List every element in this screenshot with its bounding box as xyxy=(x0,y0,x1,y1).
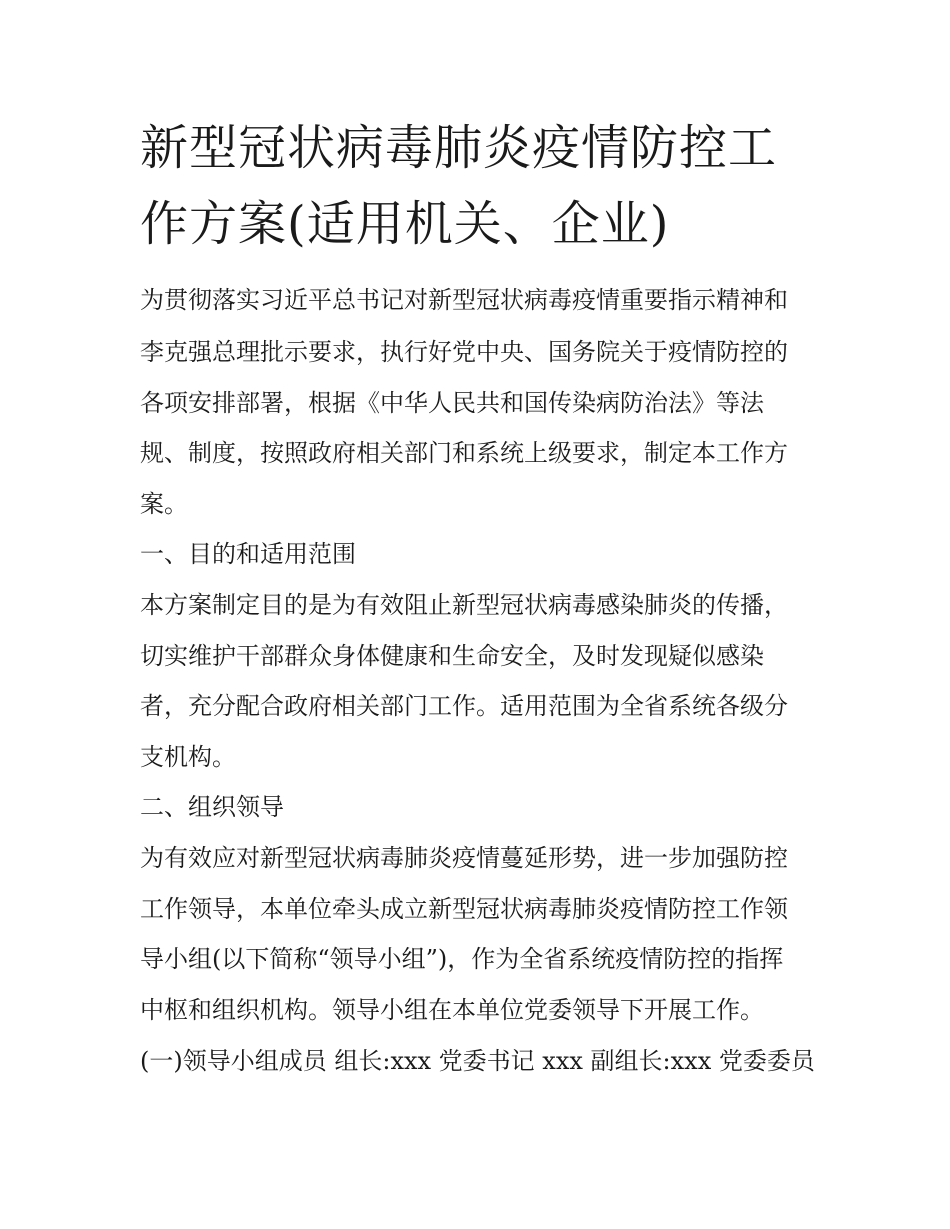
section-1-line-1: 本方案制定目的是为有效阻止新型冠状病毒感染肺炎的传播， xyxy=(140,591,788,619)
section-1-heading: 一、目的和适用范围 xyxy=(140,540,356,568)
intro-line-3: 各项安排部署，根据《中华人民共和国传染病防治法》等法 xyxy=(140,389,764,417)
section-2-line-2: 工作领导，本单位牵头成立新型冠状病毒肺炎疫情防控工作领 xyxy=(140,895,788,923)
document-title-line-1: 新型冠状病毒肺炎疫情防控工 xyxy=(140,120,778,176)
section-2-line-1: 为有效应对新型冠状病毒肺炎疫情蔓延形势，进一步加强防控 xyxy=(140,844,788,872)
intro-line-1: 为贯彻落实习近平总书记对新型冠状病毒疫情重要指示精神和 xyxy=(140,286,788,314)
section-2-heading: 二、组织领导 xyxy=(140,793,284,821)
document-title-line-2: 作方案(适用机关、企业) xyxy=(140,196,670,252)
section-2-line-3: 导小组(以下简称“领导小组”)，作为全省系统疫情防控的指挥 xyxy=(140,945,784,973)
subsection-1-line: (一)领导小组成员 组长:xxx 党委书记 xxx 副组长:xxx 党委委员 xyxy=(140,1047,815,1075)
section-1-line-2: 切实维护干部群众身体健康和生命安全，及时发现疑似感染 xyxy=(140,642,764,670)
intro-line-4: 规、制度，按照政府相关部门和系统上级要求，制定本工作方 xyxy=(140,439,788,467)
intro-line-2: 李克强总理批示要求，执行好党中央、国务院关于疫情防控的 xyxy=(140,338,788,366)
intro-line-5: 案。 xyxy=(140,490,188,518)
section-1-line-4: 支机构。 xyxy=(140,743,236,771)
section-1-line-3: 者，充分配合政府相关部门工作。适用范围为全省系统各级分 xyxy=(140,692,788,720)
section-2-line-4: 中枢和组织机构。领导小组在本单位党委领导下开展工作。 xyxy=(140,996,764,1024)
